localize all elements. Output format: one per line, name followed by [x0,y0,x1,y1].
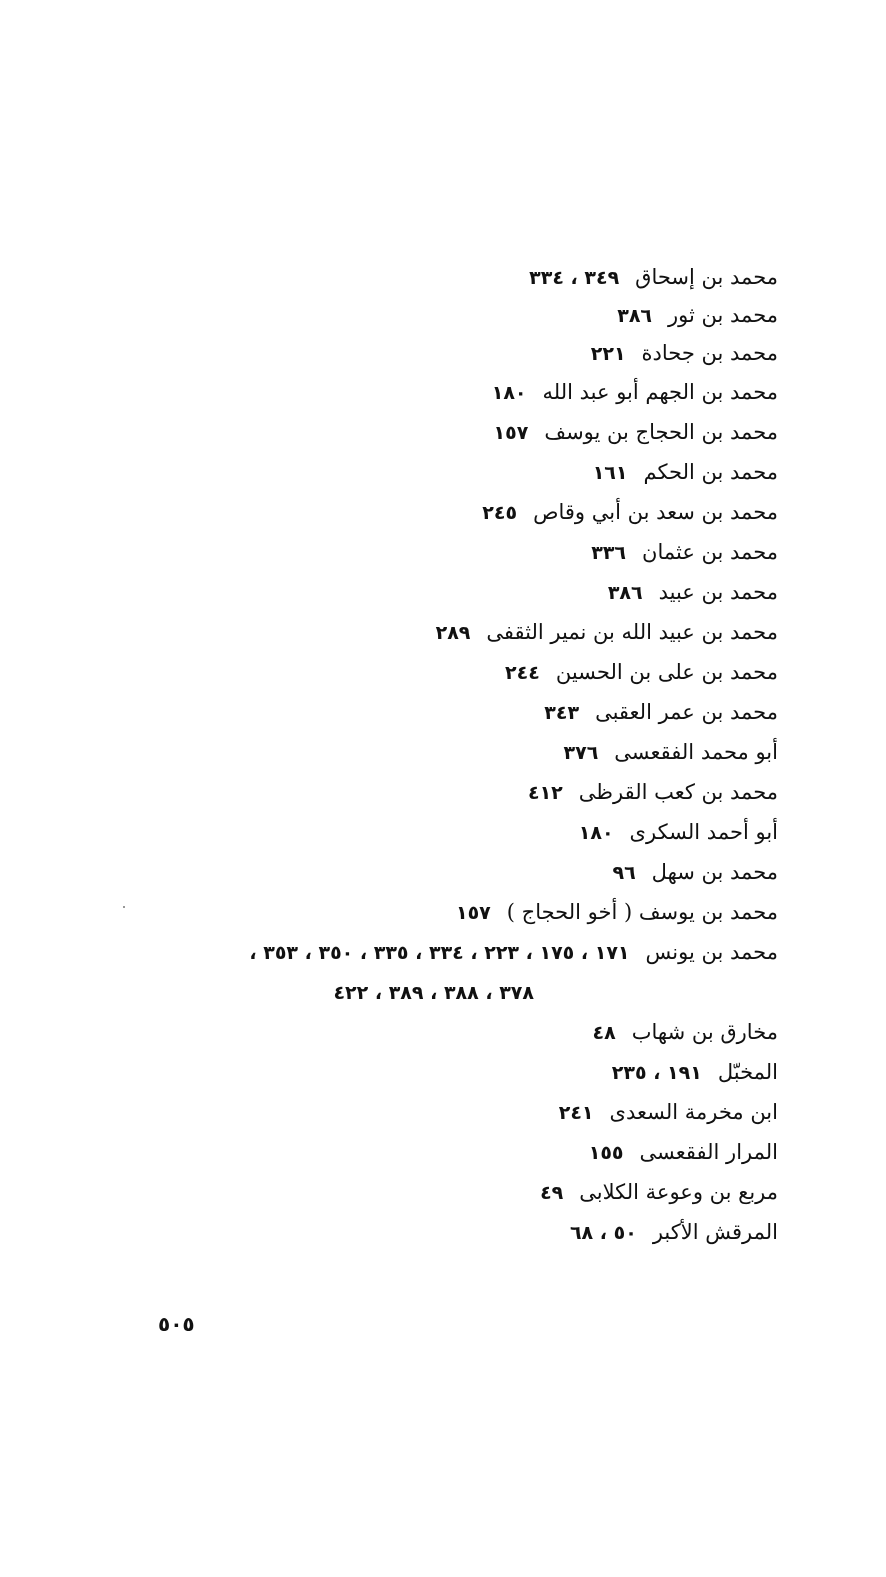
entry-pages: ١٨٠ [491,382,527,404]
entry-pages: ٣٧٨ ، ٣٨٨ ، ٣٨٩ ، ٤٢٢ [333,982,534,1004]
entry-name: محمد بن عبيد الله بن نمير الثقفى [486,620,778,644]
index-entry [118,732,778,772]
index-entry [118,772,778,812]
index-entry-continuation [118,972,778,1012]
index-entry [118,412,778,452]
entry-pages: ٣٤٩ ، ٣٣٤ [529,267,620,289]
index-entry [118,258,778,296]
entry-pages: ٢٤٥ [482,502,518,524]
entry-name: المخبّل [717,1060,778,1084]
index-entry [118,296,778,334]
index-entry [118,852,778,892]
entry-name: محمد بن يونس [645,940,778,964]
entry-name: محمد بن الحجاج بن يوسف [544,420,778,444]
index-entry [118,1212,778,1252]
index-entry [118,334,778,372]
index-entry [118,812,778,852]
entry-name: محمد بن كعب القرظى [578,780,778,804]
entry-pages: ١٥٧ [493,422,529,444]
index-entry [118,892,778,932]
entry-name: أبو أحمد السكرى [629,820,778,844]
entry-name: محمد بن على بن الحسين [555,660,778,684]
entry-pages: ٣٧٦ [563,742,599,764]
entry-name: محمد بن عمر العقبى [595,700,778,724]
index-entry [118,1172,778,1212]
entry-pages: ٣٤٣ [544,702,580,724]
entry-name: محمد بن إسحاق [635,265,778,289]
entry-name: مربع بن وعوعة الكلابى [579,1180,778,1204]
index-entry [118,1132,778,1172]
scan-speck [123,906,125,908]
entry-pages: ١٧١ ، ١٧٥ ، ٢٢٣ ، ٣٣٤ ، ٣٣٥ ، ٣٥٠ ، ٣٥٣ ، [249,942,630,964]
index-entry [118,372,778,412]
entry-pages: ٢٤١ [558,1102,594,1124]
entry-pages: ٣٣٦ [591,542,627,564]
entry-name: محمد بن جحادة [641,341,778,365]
entry-pages: ٢٨٩ [435,622,471,644]
entry-name: محمد بن سعد بن أبي وقاص [533,500,778,524]
entry-name: محمد بن سهل [651,860,778,884]
index-entry [118,652,778,692]
entry-pages: ٤٨ [592,1022,616,1044]
entry-name: محمد بن عثمان [642,540,778,564]
entry-name: المرار الفقعسى [639,1140,778,1164]
entry-name: أبو محمد الفقعسى [614,740,778,764]
index-entry [118,612,778,652]
index-entry [118,452,778,492]
index-entry [118,532,778,572]
entry-name: محمد بن عبيد [658,580,778,604]
entry-name: محمد بن الجهم أبو عبد الله [542,380,778,404]
entry-name: مخارق بن شهاب [631,1020,778,1044]
entry-pages: ١٩١ ، ٢٣٥ [611,1062,702,1084]
entry-name: المرقش الأكبر [652,1220,778,1244]
entry-pages: ٢٢١ [590,343,626,365]
entry-pages: ٤٩ [540,1182,564,1204]
index-entry [118,1012,778,1052]
index-entry [118,692,778,732]
name-index-list [118,258,778,1252]
entry-name: محمد بن يوسف ( أخو الحجاج ) [506,900,778,924]
entry-pages: ٩٦ [612,862,636,884]
entry-pages: ٣٨٦ [607,582,643,604]
entry-name: محمد بن الحكم [643,460,778,484]
index-entry [118,1052,778,1092]
entry-name: محمد بن ثور [668,303,778,327]
index-entry [118,572,778,612]
entry-pages: ٥٠ ، ٦٨ [569,1222,637,1244]
entry-pages: ٣٨٦ [617,305,653,327]
index-entry [118,932,778,972]
page-number: ٥٠٥ [158,1312,195,1336]
entry-pages: ١٨٠ [578,822,614,844]
entry-pages: ٢٤٤ [505,662,540,684]
index-entry [118,492,778,532]
index-entry [118,1092,778,1132]
entry-pages: ١٥٥ [588,1142,624,1164]
entry-pages: ١٥٧ [455,902,491,924]
entry-name: ابن مخرمة السعدى [609,1100,778,1124]
entry-pages: ٤١٢ [527,782,563,804]
entry-pages: ١٦١ [592,462,628,484]
